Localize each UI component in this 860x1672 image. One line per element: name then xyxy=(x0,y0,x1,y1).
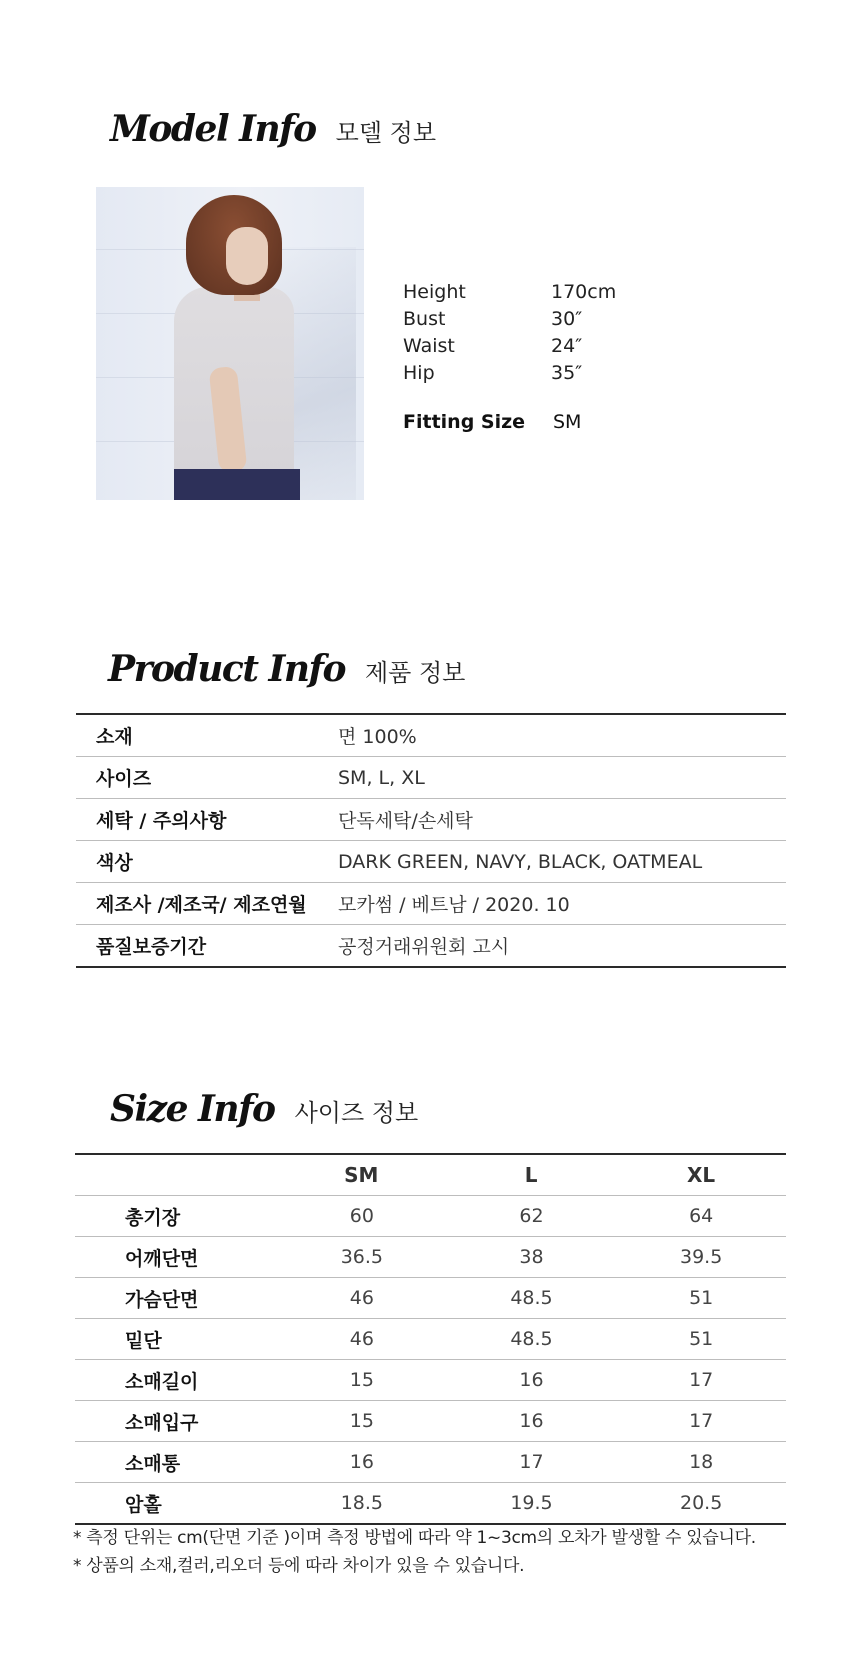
size-cell: 38 xyxy=(519,1246,544,1268)
product-info-row xyxy=(76,925,786,966)
size-cell: 16 xyxy=(519,1410,544,1432)
size-row-name: 암홀 xyxy=(125,1493,162,1516)
size-cell: 15 xyxy=(349,1369,374,1391)
size-row-name: 총기장 xyxy=(125,1206,181,1229)
size-cell: 19.5 xyxy=(510,1492,553,1514)
size-table-row xyxy=(75,1278,786,1319)
size-cell: 51 xyxy=(689,1287,714,1309)
size-cell: 17 xyxy=(519,1451,544,1473)
size-cell: 20.5 xyxy=(680,1492,723,1514)
size-note: * 상품의 소재,컬러,리오더 등에 따라 차이가 있을 수 있습니다. xyxy=(73,1556,525,1576)
size-row-name: 밑단 xyxy=(125,1329,162,1352)
size-cell: 17 xyxy=(689,1369,714,1391)
product-info-row xyxy=(76,715,786,757)
product-info-row xyxy=(76,757,786,799)
product-info-key: 색상 xyxy=(96,852,133,874)
model-stat-value: 30″ xyxy=(551,308,583,330)
model-stat-label: Waist xyxy=(403,335,455,357)
size-cell: 16 xyxy=(519,1369,544,1391)
size-cell: 36.5 xyxy=(340,1246,383,1268)
size-cell: 18 xyxy=(689,1451,714,1473)
size-table-header xyxy=(75,1155,786,1196)
product-info-value: 모카썸 / 베트남 / 2020. 10 xyxy=(338,894,570,916)
size-row-name: 가슴단면 xyxy=(125,1288,199,1311)
product-info-key: 사이즈 xyxy=(96,768,152,790)
size-note: * 측정 단위는 cm(단면 기준 )이며 측정 방법에 따라 약 1~3cm의 오차가 발생할 수 있습니다. xyxy=(73,1528,756,1548)
product-info-value: 공정거래위원회 고시 xyxy=(338,936,510,958)
model-info-title xyxy=(110,108,436,150)
size-row-name: 소매길이 xyxy=(125,1370,199,1393)
size-cell: 64 xyxy=(689,1205,714,1227)
model-stat-row xyxy=(403,279,651,306)
size-cell: 46 xyxy=(349,1328,374,1350)
product-info-title-ko: 제품 정보 xyxy=(365,659,466,687)
product-info-value: SM, L, XL xyxy=(338,766,425,789)
product-info-title-en: Product Info xyxy=(108,648,345,690)
size-table-row xyxy=(75,1319,786,1360)
size-column-header: XL xyxy=(686,1163,716,1187)
product-info-row xyxy=(76,799,786,841)
product-info-row xyxy=(76,841,786,883)
product-info-row xyxy=(76,883,786,925)
size-table-row xyxy=(75,1442,786,1483)
product-info-value: DARK GREEN, NAVY, BLACK, OATMEAL xyxy=(338,850,703,873)
size-row-name: 어깨단면 xyxy=(125,1247,199,1270)
size-cell: 62 xyxy=(519,1205,544,1227)
size-cell: 48.5 xyxy=(510,1287,553,1309)
size-column-header: L xyxy=(524,1163,538,1187)
size-row-name: 소매입구 xyxy=(125,1411,199,1434)
size-cell: 18.5 xyxy=(340,1492,383,1514)
product-info-title xyxy=(108,648,465,690)
model-photo xyxy=(96,187,364,500)
product-info-key: 품질보증기간 xyxy=(96,936,207,958)
size-table xyxy=(75,1153,786,1525)
model-stat-row xyxy=(403,306,651,333)
model-measurements xyxy=(403,279,651,433)
size-cell: 46 xyxy=(349,1287,374,1309)
model-stat-value: 170cm xyxy=(551,281,617,303)
fitting-size-row xyxy=(403,411,651,433)
size-info-title xyxy=(110,1088,418,1130)
size-table-row xyxy=(75,1237,786,1278)
fitting-size-label: Fitting Size xyxy=(403,411,526,433)
model-info-title-en: Model Info xyxy=(110,108,316,150)
size-table-row xyxy=(75,1196,786,1237)
size-table-row xyxy=(75,1360,786,1401)
product-info-table xyxy=(76,713,786,968)
product-info-value: 단독세탁/손세탁 xyxy=(338,810,473,832)
fitting-size-value: SM xyxy=(553,411,582,433)
size-notes xyxy=(73,1524,756,1580)
size-cell: 17 xyxy=(689,1410,714,1432)
size-info-title-ko: 사이즈 정보 xyxy=(294,1099,419,1127)
size-cell: 15 xyxy=(349,1410,374,1432)
size-table-row xyxy=(75,1401,786,1442)
model-stat-label: Hip xyxy=(403,362,435,384)
product-info-key: 제조사 /제조국/ 제조연월 xyxy=(96,894,307,916)
model-stat-row xyxy=(403,360,651,387)
size-cell: 48.5 xyxy=(510,1328,553,1350)
size-cell: 16 xyxy=(349,1451,374,1473)
product-info-key: 세탁 / 주의사항 xyxy=(96,810,227,832)
model-stat-row xyxy=(403,333,651,360)
size-column-header: SM xyxy=(344,1163,379,1187)
product-info-value: 면 100% xyxy=(338,726,417,748)
model-stat-label: Height xyxy=(403,281,466,303)
size-cell: 60 xyxy=(349,1205,374,1227)
product-info-key: 소재 xyxy=(96,726,133,748)
size-cell: 39.5 xyxy=(680,1246,723,1268)
size-table-row xyxy=(75,1483,786,1523)
size-row-name: 소매통 xyxy=(125,1452,181,1475)
model-stat-value: 35″ xyxy=(551,362,583,384)
model-stat-value: 24″ xyxy=(551,335,583,357)
size-cell: 51 xyxy=(689,1328,714,1350)
size-info-title-en: Size Info xyxy=(110,1088,275,1130)
model-info-title-ko: 모델 정보 xyxy=(335,119,437,147)
model-stat-label: Bust xyxy=(403,308,446,330)
